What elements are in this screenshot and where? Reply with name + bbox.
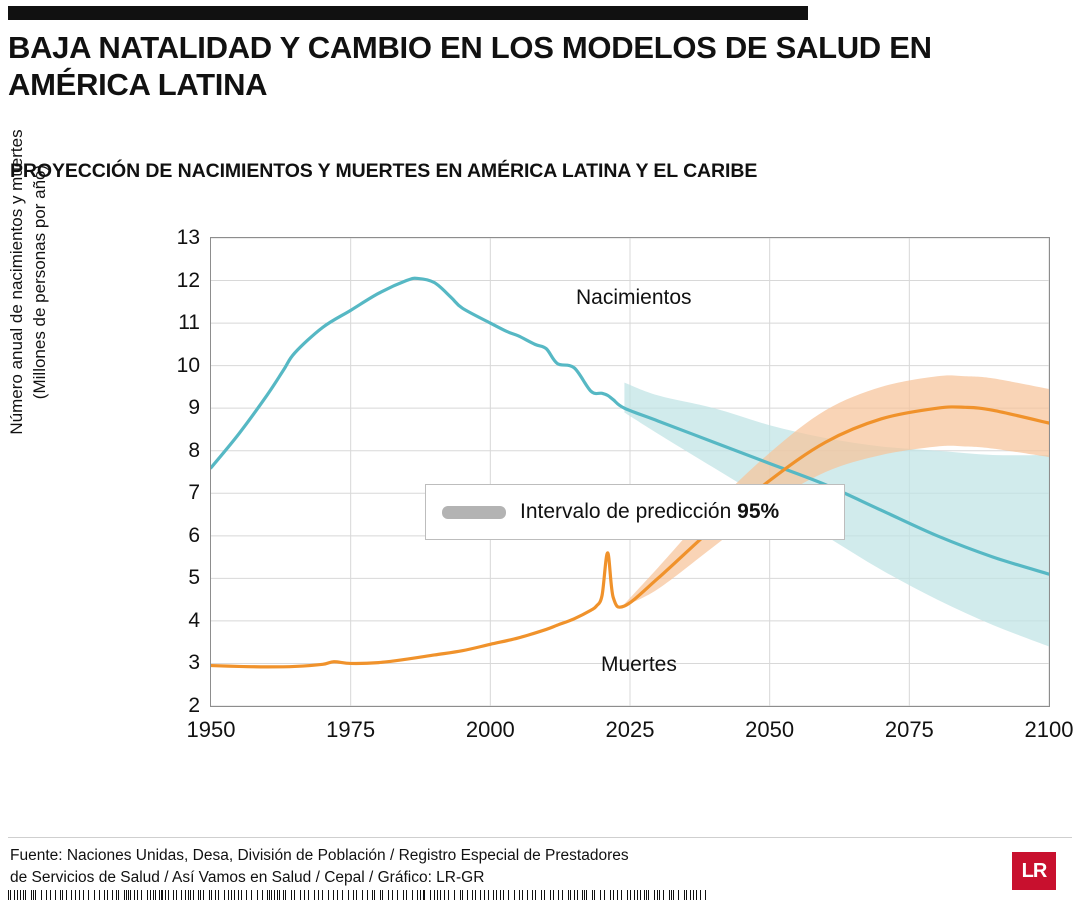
y-tick-label: 4 — [188, 608, 200, 632]
plot-area — [210, 237, 1050, 707]
page-title: BAJA NATALIDAD Y CAMBIO EN LOS MODELOS DE SALUD EN AMÉRICA LATINA — [8, 30, 932, 102]
legend-label — [520, 500, 779, 524]
top-rule — [8, 6, 808, 20]
source-note — [10, 845, 830, 890]
x-tick-label: 2075 — [884, 717, 934, 742]
y-axis-ticks — [152, 226, 200, 717]
series-label-muertes: Muertes — [601, 653, 677, 676]
legend-label-emphasis: 95% — [737, 500, 780, 523]
legend-label-text: Intervalo de predicción — [520, 500, 738, 523]
x-tick-label: 2100 — [1024, 717, 1074, 742]
chart-legend — [425, 484, 845, 540]
chart-subtitle: PROYECCIÓN DE NACIMIENTOS Y MUERTES EN AMÉRICA LATINA Y EL CARIBE — [10, 160, 758, 182]
x-tick-label: 1950 — [186, 717, 236, 742]
y-axis-label-line1: Número anual de nacimientos y muertes — [7, 129, 26, 435]
x-tick-label: 2025 — [605, 717, 655, 742]
legend-swatch-interval — [442, 506, 506, 519]
publisher-logo: LR — [1012, 852, 1056, 890]
y-axis-label — [6, 117, 52, 447]
x-tick-label: 1975 — [326, 717, 376, 742]
y-tick-label: 7 — [188, 481, 200, 505]
y-axis-label-line2: (Millones de personas por año) — [29, 164, 49, 400]
y-tick-label: 2 — [188, 694, 200, 717]
y-tick-label: 6 — [188, 523, 200, 547]
source-line-1: Fuente: Naciones Unidas, Desa, División de Población / Registro Especial de Prestadores — [10, 847, 629, 864]
y-tick-label: 5 — [188, 566, 200, 590]
y-tick-label: 9 — [188, 396, 200, 420]
barcode-decoration — [8, 890, 708, 900]
y-tick-label: 3 — [188, 651, 200, 675]
source-line-2: de Servicios de Salud / Así Vamos en Salud / Cepal / Gráfico: LR-GR — [10, 869, 485, 887]
y-tick-label: 8 — [188, 438, 200, 462]
y-tick-label: 11 — [178, 311, 200, 335]
x-tick-label: 2000 — [465, 717, 515, 742]
y-tick-label: 13 — [176, 226, 200, 249]
series-label-nacimientos: Nacimientos — [576, 286, 692, 309]
x-tick-label: 2050 — [745, 717, 795, 742]
y-tick-label: 12 — [176, 268, 200, 292]
y-tick-label: 10 — [176, 353, 200, 377]
footer-divider — [8, 837, 1072, 838]
x-axis-ticks — [186, 711, 1074, 751]
